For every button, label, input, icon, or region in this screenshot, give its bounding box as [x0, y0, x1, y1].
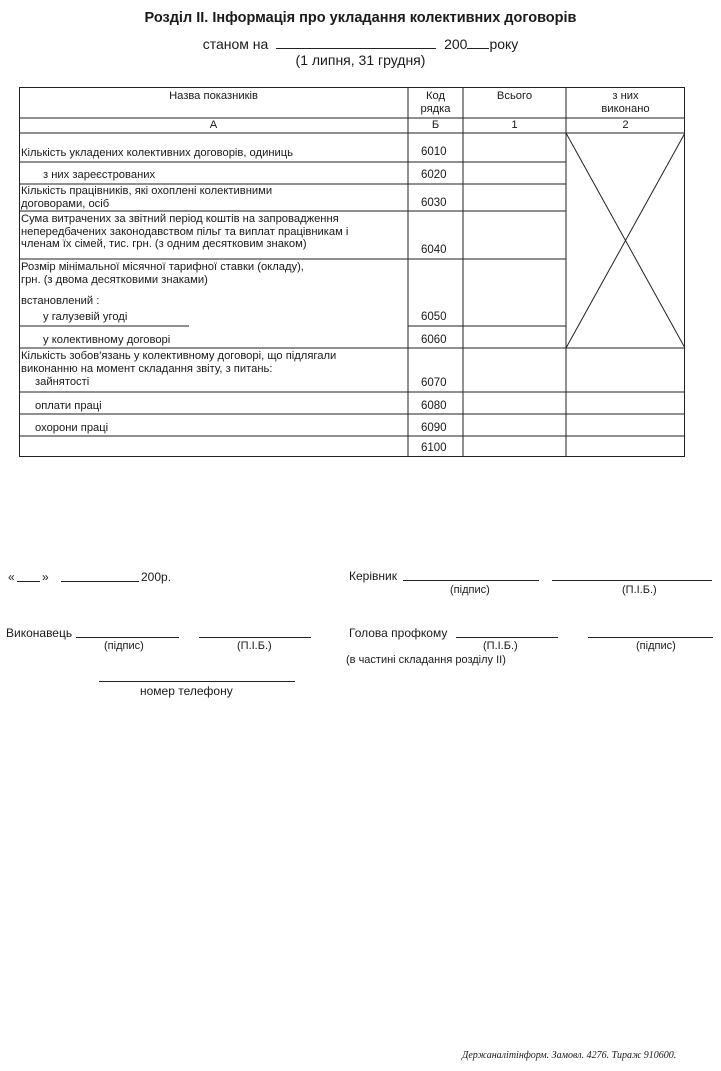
- row-6040-line3: членам їх сімей, тис. грн. (з одним десятковим знаком): [21, 238, 307, 250]
- col-header-done-line1: з них: [612, 90, 639, 102]
- col-header-done-line2: виконано: [601, 102, 650, 115]
- row-6070-code: 6070: [421, 377, 447, 389]
- row-6010-label: Кількість укладених колективних договорів, одиниць: [21, 147, 293, 159]
- row-6030-line1: Кількість працівників, які охоплені колективними: [21, 185, 273, 197]
- row-6060-code: 6060: [421, 334, 447, 346]
- head-signature-caption: (підпис): [450, 584, 490, 596]
- print-footer: Держаналітінформ. Замовл. 4276. Тираж 910600.: [462, 1050, 677, 1061]
- row-minwage-line3: встановлений :: [21, 295, 100, 307]
- row-6080-code: 6080: [421, 400, 447, 412]
- row-6040-line2: непередбачених законодавством пільг та виплат працівникам і: [21, 225, 349, 238]
- row-6030-line2: договорами, осіб: [21, 197, 110, 210]
- union-name-caption: (П.І.Б.): [483, 640, 518, 652]
- col-header-code-line2: рядка: [420, 102, 451, 115]
- executor-name-caption: (П.І.Б.): [237, 640, 272, 652]
- row-6090-code: 6090: [421, 422, 447, 434]
- row-6070-heading: [21, 350, 336, 375]
- as-of-line: [0, 36, 721, 52]
- row-6020-code: 6020: [421, 169, 447, 181]
- head-name-caption: (П.І.Б.): [622, 584, 657, 596]
- date-close: »: [42, 570, 49, 584]
- col-letter-b: Б: [431, 119, 440, 131]
- executor-signature-caption: (підпис): [104, 640, 144, 652]
- head-label: Керівник: [349, 569, 397, 583]
- col-header-total: Всього: [496, 90, 533, 102]
- union-signature-caption: (підпис): [636, 640, 676, 652]
- union-note: (в частині складання розділу ІІ): [346, 654, 506, 666]
- col-header-code-line1: Код: [425, 90, 446, 102]
- dates-note: (1 липня, 31 грудня): [295, 52, 426, 68]
- col-header-code: [408, 90, 463, 115]
- col-header-done: [566, 90, 685, 115]
- row-6030-code: 6030: [421, 197, 447, 209]
- date-year-prefix: 200: [141, 570, 162, 584]
- date-year-suffix: р.: [161, 570, 172, 584]
- row-6090-label: охорони праці: [35, 422, 109, 434]
- union-signature-field[interactable]: [588, 637, 713, 638]
- head-signature-field[interactable]: [403, 580, 539, 581]
- phone-caption: номер телефону: [140, 684, 233, 698]
- row-6050-code: 6050: [421, 311, 447, 323]
- row-minwage-line2: грн. (з двома десятковими знаками): [21, 273, 208, 286]
- col-letter-2: 2: [622, 119, 629, 131]
- row-6100-code: 6100: [421, 442, 447, 454]
- row-6020-label: з них зареєстрованих: [43, 169, 156, 181]
- executor-signature-field[interactable]: [76, 637, 179, 638]
- row-6040-label: [21, 213, 348, 251]
- year-suffix: року: [489, 36, 519, 52]
- year-field[interactable]: [467, 36, 489, 49]
- date-day-field[interactable]: [17, 581, 40, 582]
- row-6080-label: оплати праці: [35, 400, 102, 412]
- row-minwage-line1: Розмір мінімальної місячної тарифної ставки (окладу),: [21, 261, 304, 273]
- executor-name-field[interactable]: [199, 637, 311, 638]
- year-prefix: 200: [444, 36, 468, 52]
- executor-label: Виконавець: [6, 626, 73, 640]
- phone-field[interactable]: [99, 681, 295, 682]
- date-field[interactable]: [276, 36, 436, 49]
- row-6060-label: у колективному договорі: [43, 334, 171, 346]
- row-6070-label: зайнятості: [35, 376, 90, 388]
- row-minwage-label: [21, 261, 304, 286]
- union-name-field[interactable]: [456, 637, 558, 638]
- col-letter-a: А: [209, 119, 218, 131]
- row-6070-line2: виконанню на момент складання звіту, з питань:: [21, 362, 273, 375]
- as-of-label: станом на: [202, 36, 269, 52]
- row-6040-line1: Сума витрачених за звітний період коштів на запровадження: [21, 213, 339, 225]
- row-6050-label: у галузевій угоді: [43, 311, 128, 323]
- date-year: [141, 570, 171, 584]
- union-label: Голова профкому: [349, 626, 448, 640]
- row-6030-label: [21, 185, 272, 210]
- indicators-table: [19, 87, 685, 457]
- row-6010-code: 6010: [421, 146, 447, 158]
- row-6070-line1: Кількість зобов'язань у колективному договорі, що підлягали: [21, 350, 337, 362]
- date-month-field[interactable]: [61, 581, 139, 582]
- col-letter-1: 1: [511, 119, 518, 131]
- page-title: Розділ ІІ. Інформація про укладання колективних договорів: [144, 10, 577, 26]
- date-open: «: [8, 570, 15, 584]
- row-6040-code: 6040: [421, 244, 447, 256]
- head-name-field[interactable]: [552, 580, 712, 581]
- col-header-name: Назва показників: [169, 90, 258, 102]
